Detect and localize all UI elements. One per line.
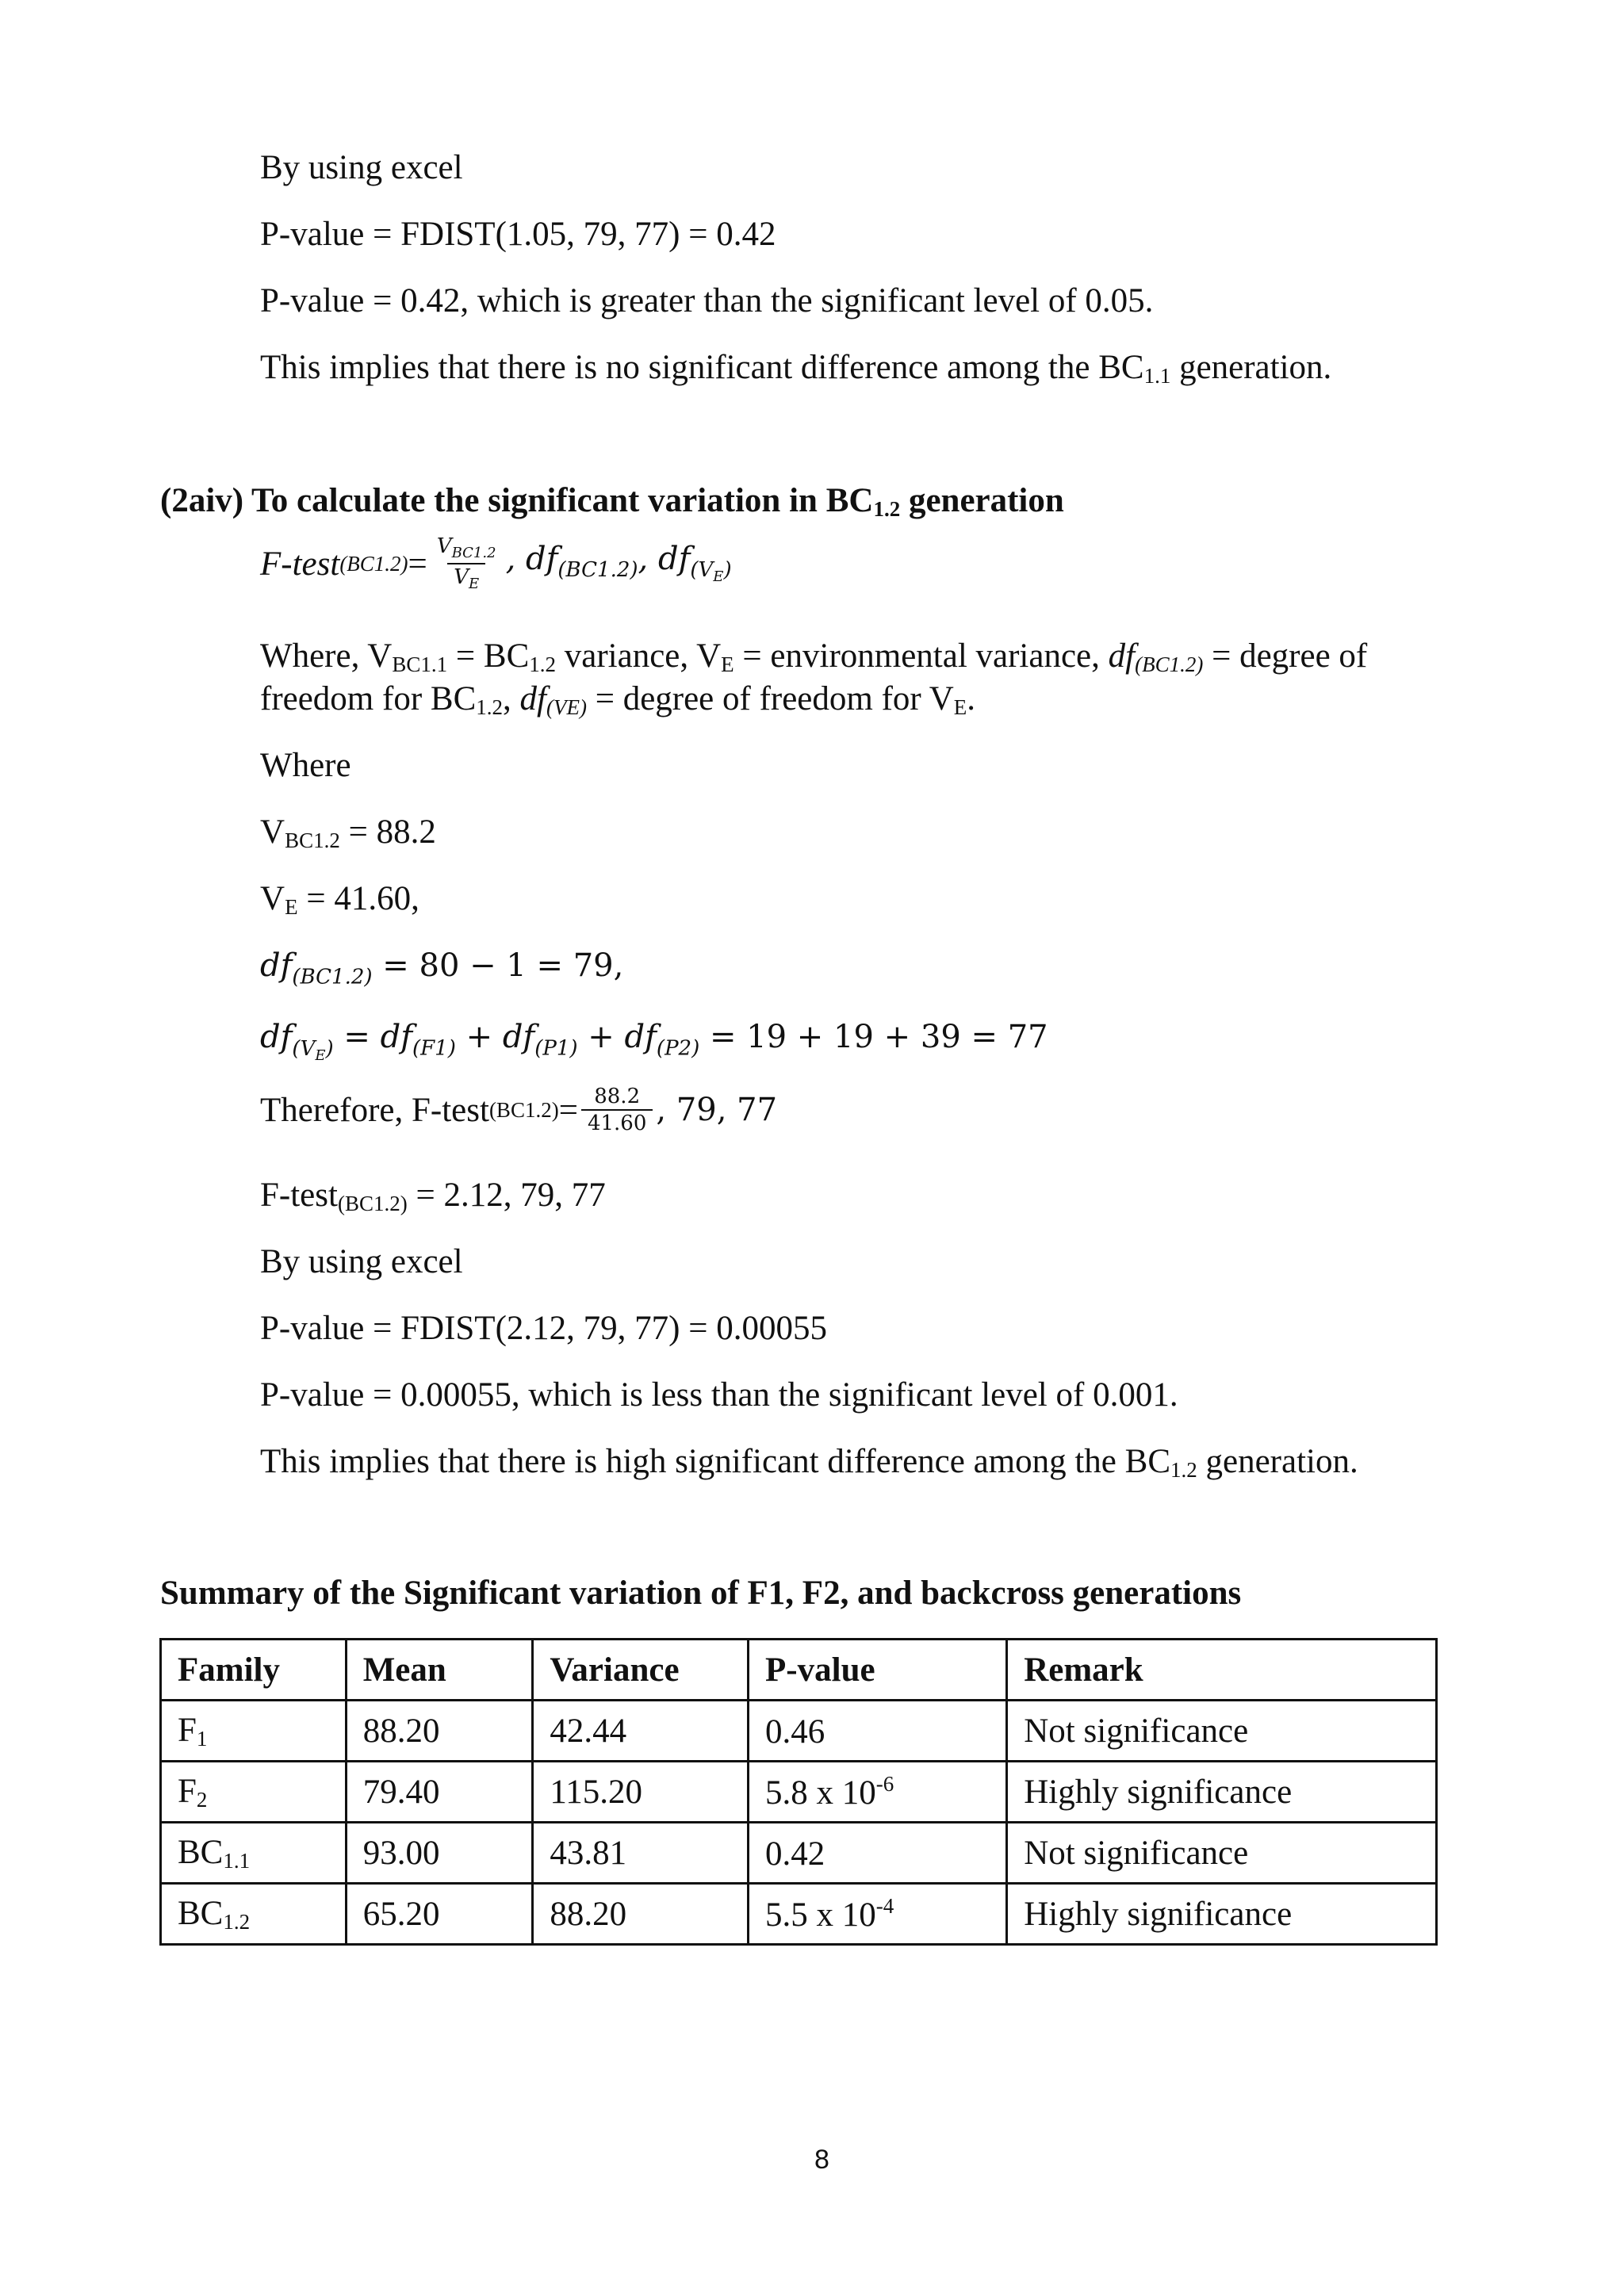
dfbc-sub: (BC1.2) xyxy=(292,965,373,989)
conclusion2-post: generation. xyxy=(1197,1443,1358,1480)
therefore-tail: , 79, 77 xyxy=(656,1092,778,1128)
frac-num: V xyxy=(436,534,452,558)
dfve-a: df xyxy=(260,1019,293,1055)
dfve-sub4: (P2) xyxy=(656,1036,700,1061)
df-ve-equation xyxy=(260,1020,1048,1063)
by-excel-text-2: By using excel xyxy=(260,1243,463,1280)
pvalue-exp: -4 xyxy=(875,1893,894,1918)
dfve-sub3: (P1) xyxy=(534,1036,578,1061)
section-heading xyxy=(160,484,1064,520)
therefore-den: 41.60 xyxy=(581,1109,653,1134)
pvalue-base: 5.8 x 10 xyxy=(765,1774,876,1812)
ve-sub: E xyxy=(285,895,298,919)
ve-value xyxy=(260,882,419,918)
ve-a: V xyxy=(260,880,285,917)
header-pvalue: P-value xyxy=(749,1640,1007,1701)
family-name: BC xyxy=(178,1894,224,1932)
frac-den: V xyxy=(454,565,469,590)
conclusion2-pre: This implies that there is high significant difference among the BC xyxy=(260,1443,1171,1480)
cell-pvalue xyxy=(749,1823,1007,1884)
family-name: F xyxy=(178,1711,197,1749)
summary-table xyxy=(159,1638,1438,1946)
ftest-res-sub: (BC1.2) xyxy=(337,1192,408,1215)
table-row xyxy=(161,1884,1437,1945)
ftest-sub: (BC1.2) xyxy=(339,551,408,576)
by-excel-text: By using excel xyxy=(260,149,463,186)
ve-b: = 41.60, xyxy=(297,880,419,917)
def2-sub1: 1.2 xyxy=(476,695,504,719)
definitions-line-2 xyxy=(260,682,975,718)
pvalue-base: 5.5 x 10 xyxy=(765,1896,876,1934)
where-label: Where xyxy=(260,747,351,784)
ftest-result xyxy=(260,1178,606,1215)
tail-1: , df xyxy=(505,541,558,578)
therefore-num: 88.2 xyxy=(594,1085,641,1108)
def2-a: freedom for BC xyxy=(260,680,477,718)
cell-mean: 88.20 xyxy=(346,1701,533,1762)
dfbc-a: df xyxy=(260,947,293,984)
cell-variance: 43.81 xyxy=(533,1823,749,1884)
dfve-c: + df xyxy=(455,1019,535,1055)
conclusion-text-2 xyxy=(260,1445,1358,1481)
therefore-b: = xyxy=(558,1091,578,1129)
cell-remark: Not significance xyxy=(1007,1823,1437,1884)
heading-post: generation xyxy=(900,482,1064,519)
tail-sub2c: ) xyxy=(723,558,732,583)
cell-family xyxy=(161,1701,347,1762)
vbc-b: = 88.2 xyxy=(339,813,436,851)
formula-tail xyxy=(506,543,732,584)
ftest-res-b: = 2.12, 79, 77 xyxy=(407,1177,606,1214)
family-name: F xyxy=(178,1772,197,1810)
pvalue-base: 0.42 xyxy=(765,1835,825,1873)
table-row xyxy=(161,1701,1437,1762)
conclusion2-sub: 1.2 xyxy=(1170,1458,1197,1482)
family-name: BC xyxy=(178,1833,224,1871)
ftest-label: F-test xyxy=(260,545,340,583)
dfve-sub2: (F1) xyxy=(412,1036,456,1061)
tail-sub2a: (V xyxy=(690,558,714,583)
ftest-eq: = xyxy=(408,545,427,583)
ftest-res-a: F-test xyxy=(260,1177,338,1214)
def2-b: , xyxy=(503,680,520,718)
dfve-d: + df xyxy=(577,1019,657,1055)
dfbc-b: = 80 − 1 = 79, xyxy=(372,947,624,984)
conclusion-text xyxy=(260,350,1331,387)
conclusion-post: generation. xyxy=(1170,349,1332,386)
cell-pvalue xyxy=(749,1701,1007,1762)
pvalue-formula: P-value = FDIST(1.05, 79, 77) = 0.42 xyxy=(260,216,776,253)
cell-family xyxy=(161,1823,347,1884)
conclusion-pre: This implies that there is no significant difference among the BC xyxy=(260,349,1144,386)
def1-sub2: 1.2 xyxy=(529,652,557,676)
table-header-row xyxy=(161,1640,1437,1701)
header-family: Family xyxy=(161,1640,347,1701)
table-row xyxy=(161,1823,1437,1884)
cell-remark: Not significance xyxy=(1007,1701,1437,1762)
therefore-sub: (BC1.2) xyxy=(488,1097,559,1122)
def2-c: = degree of freedom for V xyxy=(586,680,954,718)
cell-family xyxy=(161,1762,347,1823)
vbc-a: V xyxy=(260,813,285,851)
page-number: 8 xyxy=(814,2145,829,2175)
header-remark: Remark xyxy=(1007,1640,1437,1701)
cell-pvalue xyxy=(749,1884,1007,1945)
def1-d: = environmental variance, xyxy=(733,637,1109,675)
header-mean: Mean xyxy=(346,1640,533,1701)
dfve-sub: (V xyxy=(292,1036,316,1061)
dfve-e: = 19 + 19 + 39 = 77 xyxy=(699,1019,1048,1055)
dfve-subsub: E xyxy=(315,1047,326,1064)
heading-pre: (2aiv) To calculate the significant variation in BC xyxy=(160,482,874,519)
cell-family xyxy=(161,1884,347,1945)
def1-df: df xyxy=(1108,637,1136,675)
def1-b: = BC xyxy=(447,637,530,675)
pvalue-comparison-2: P-value = 0.00055, which is less than the significant level of 0.001. xyxy=(260,1376,1178,1414)
therefore-a: Therefore, F-test xyxy=(260,1091,489,1129)
family-sub: 1.1 xyxy=(223,1848,251,1873)
vbc-sub: BC1.2 xyxy=(285,828,340,852)
tail-sub2b: E xyxy=(713,568,724,586)
def2-sub3: E xyxy=(953,695,967,719)
summary-title: Summary of the Significant variation of F1, F2, and backcross generations xyxy=(160,1575,1242,1612)
table-row xyxy=(161,1762,1437,1823)
cell-remark: Highly significance xyxy=(1007,1762,1437,1823)
def2-sub2: (VE) xyxy=(546,695,587,719)
vbc-value xyxy=(260,815,436,851)
heading-sub: 1.2 xyxy=(873,497,901,521)
cell-mean: 79.40 xyxy=(346,1762,533,1823)
dfve-b: = df xyxy=(333,1019,412,1055)
def2-df: df xyxy=(519,680,546,718)
frac-num-sub: BC1.2 xyxy=(451,545,496,562)
therefore-fraction xyxy=(581,1086,653,1134)
therefore-equation xyxy=(260,1086,777,1134)
ftest-formula xyxy=(260,536,732,591)
header-variance: Variance xyxy=(533,1640,749,1701)
dfve-sub-close: ) xyxy=(325,1036,334,1061)
frac-den-sub: E xyxy=(469,576,480,593)
cell-mean: 93.00 xyxy=(346,1823,533,1884)
tail-2: , df xyxy=(638,541,691,578)
df-bc-equation xyxy=(260,948,623,988)
cell-mean: 65.20 xyxy=(346,1884,533,1945)
def1-sub4: (BC1.2) xyxy=(1135,652,1204,676)
def2-d: . xyxy=(967,680,976,718)
pvalue-formula-2: P-value = FDIST(2.12, 79, 77) = 0.00055 xyxy=(260,1310,827,1347)
cell-variance: 88.20 xyxy=(533,1884,749,1945)
def1-sub3: E xyxy=(721,652,734,676)
family-sub: 2 xyxy=(196,1787,208,1812)
variance-ratio-fraction xyxy=(431,536,503,591)
pvalue-base: 0.46 xyxy=(765,1712,825,1751)
tail-sub1: (BC1.2) xyxy=(557,558,638,583)
def1-sub1: BC1.1 xyxy=(392,652,448,676)
def1-c: variance, V xyxy=(556,637,722,675)
pvalue-comparison: P-value = 0.42, which is greater than the significant level of 0.05. xyxy=(260,282,1154,320)
def1-a: Where, V xyxy=(260,637,393,675)
cell-remark: Highly significance xyxy=(1007,1884,1437,1945)
cell-pvalue xyxy=(749,1762,1007,1823)
conclusion-sub: 1.1 xyxy=(1143,364,1171,388)
definitions-line-1 xyxy=(260,639,1367,675)
family-sub: 1 xyxy=(196,1726,208,1751)
cell-variance: 42.44 xyxy=(533,1701,749,1762)
pvalue-exp: -6 xyxy=(875,1771,894,1796)
def1-e: = degree of xyxy=(1203,637,1368,675)
family-sub: 1.2 xyxy=(223,1909,251,1934)
cell-variance: 115.20 xyxy=(533,1762,749,1823)
